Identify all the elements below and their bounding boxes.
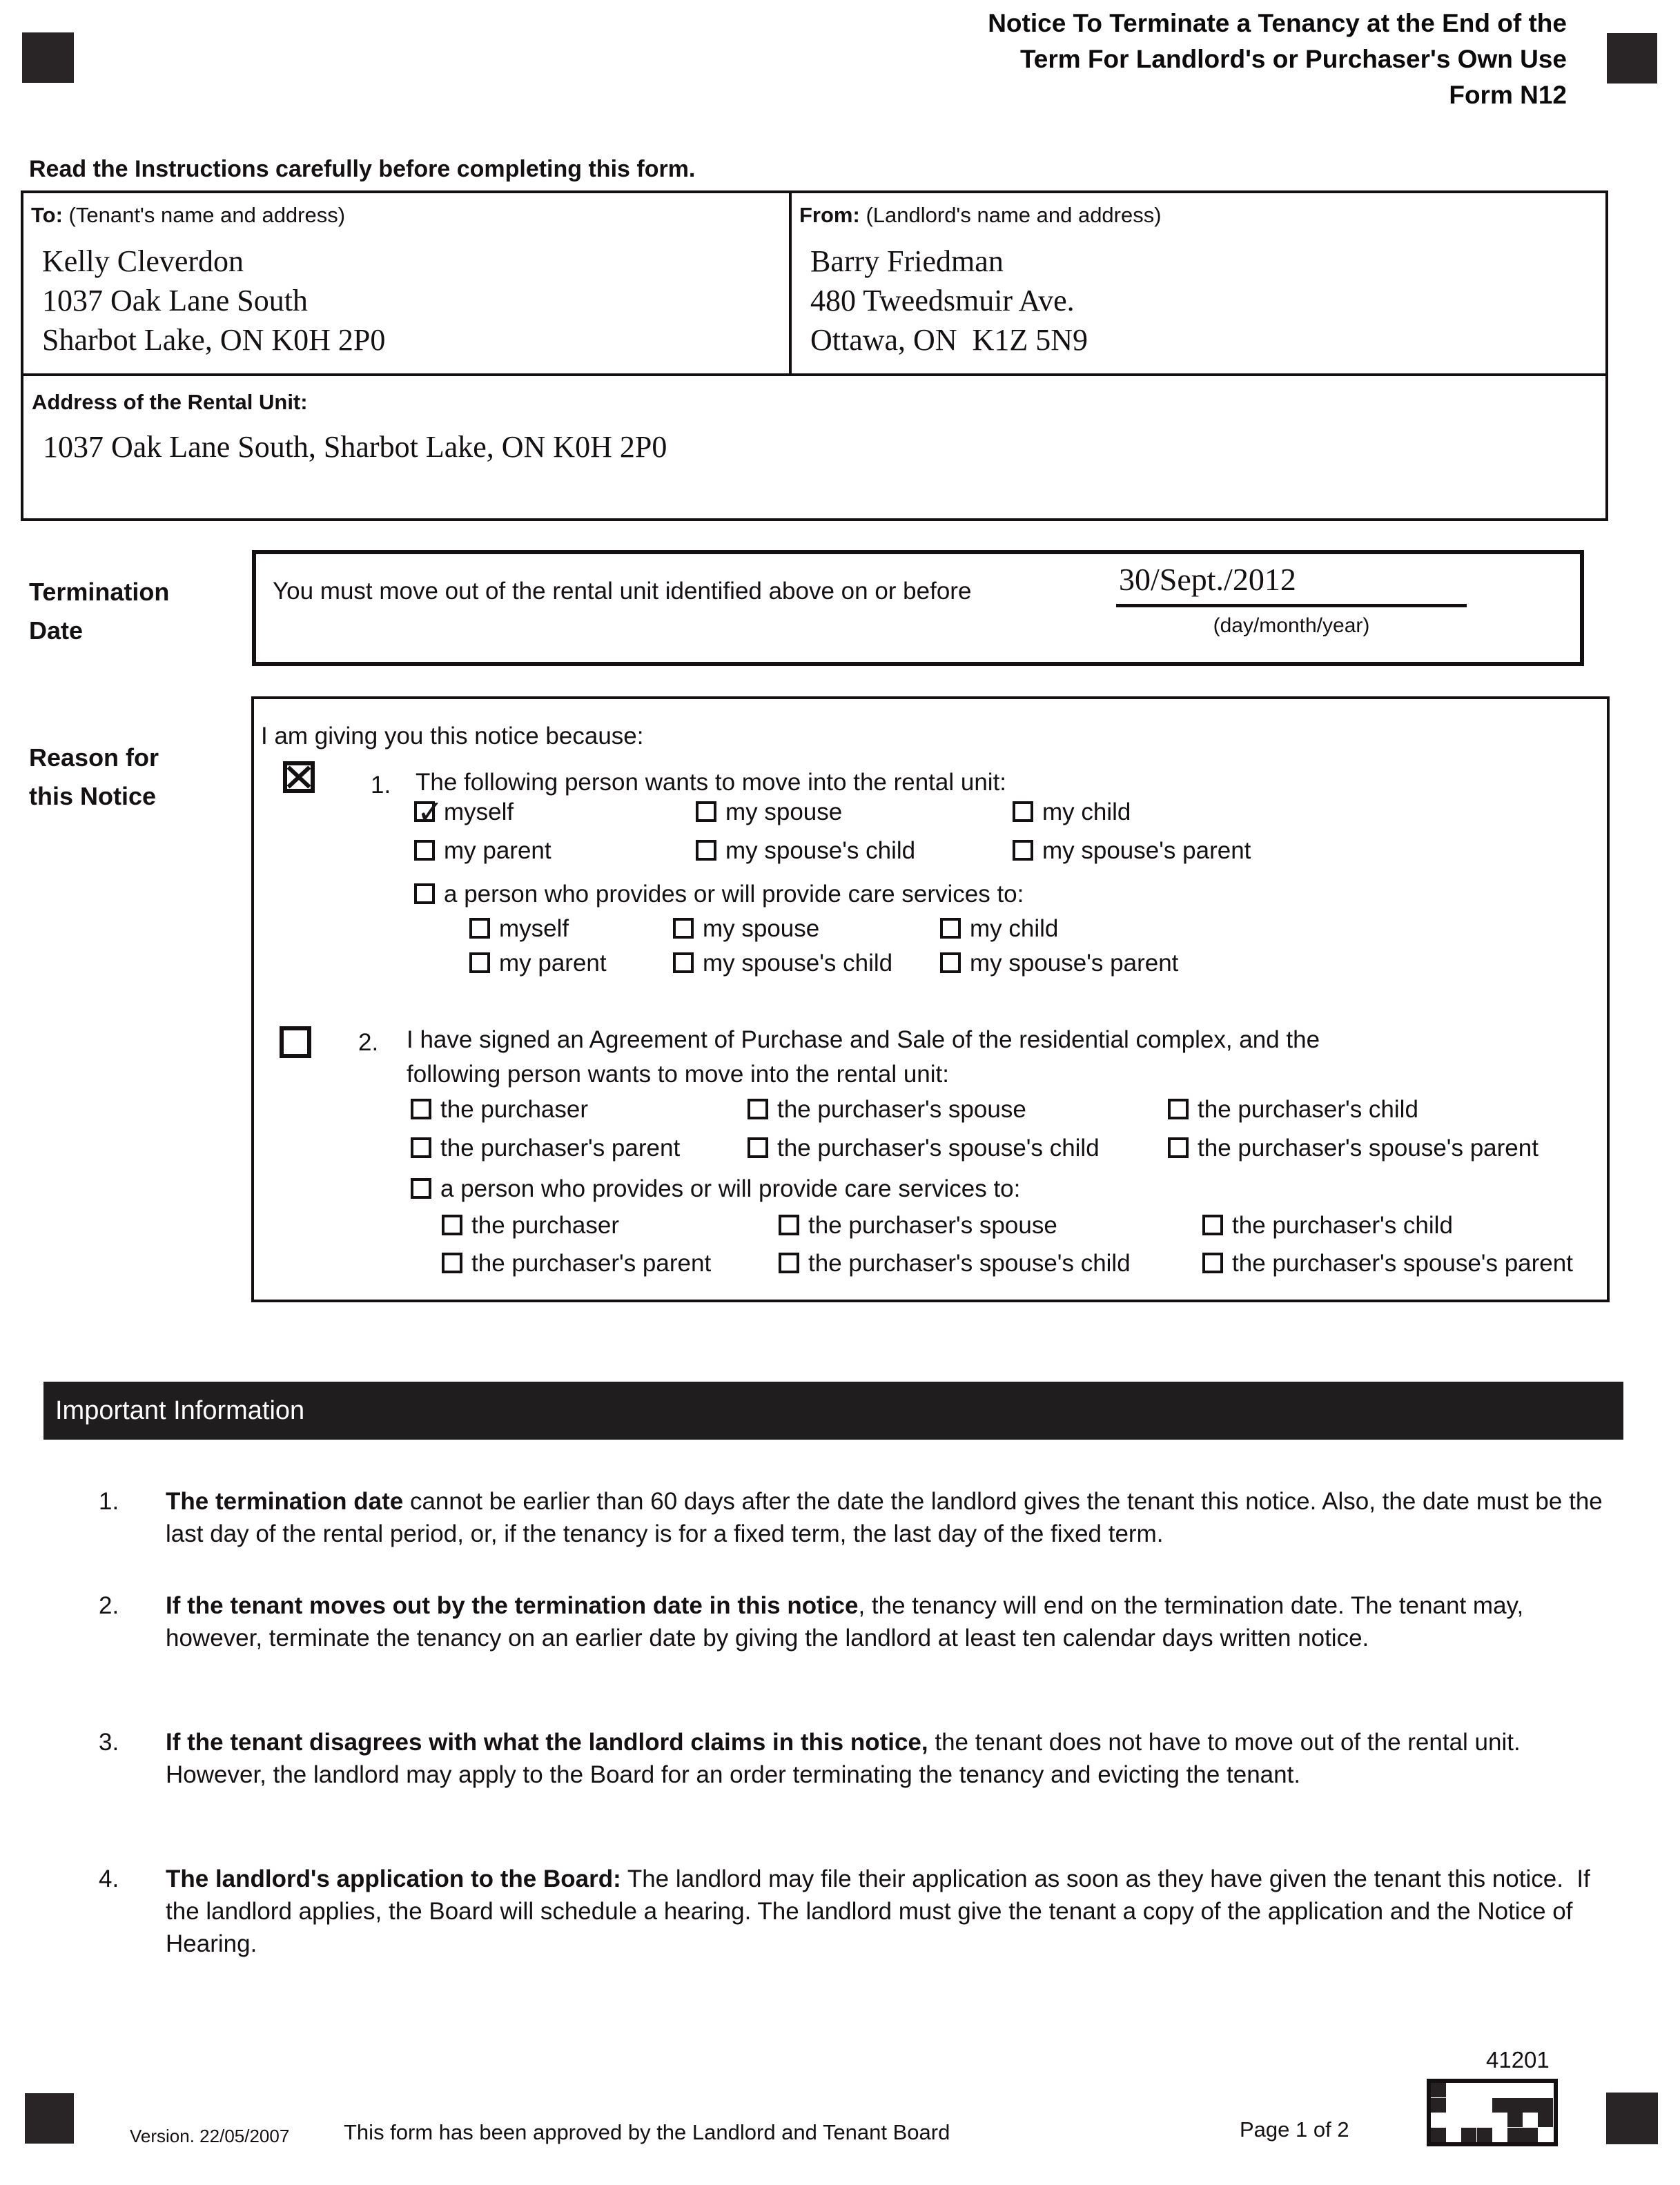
reason-box <box>251 696 1610 1302</box>
parties-row <box>23 193 1605 376</box>
glyph-cell <box>1431 2083 1446 2097</box>
important-information-header: Important Information <box>43 1382 1623 1440</box>
option-care-purchasers-spouses-child[interactable]: the purchaser's spouse's child <box>779 1251 1131 1277</box>
option-care-provider-2[interactable]: a person who provides or will provide care services to: <box>411 1176 1020 1202</box>
to-label: To: <box>31 203 63 227</box>
checkbox-care-my-spouses-child[interactable] <box>673 952 694 973</box>
termination-label-line2: Date <box>29 616 84 645</box>
tenant-city: Sharbot Lake, ON K0H 2P0 <box>42 323 386 357</box>
landlord-name: Barry Friedman <box>810 244 1004 278</box>
checkbox-care-purchasers-spouses-parent[interactable] <box>1202 1253 1223 1273</box>
item-text: The landlord's application to the Board: The landlord may file their application as soon as they have given the tenant this notice. If the landlord applies, the Board will schedule a hearing. The landlord must give the tenant a copy of the application and the Notice of Hearing. <box>166 1865 1590 1957</box>
option-care-my-parent[interactable]: my parent <box>469 950 607 977</box>
important-item-3 <box>99 1726 1610 1791</box>
important-item-2 <box>99 1589 1610 1654</box>
checkbox-my-parent[interactable] <box>414 840 435 861</box>
landlord-name-address-field[interactable] <box>799 242 1598 360</box>
tenant-cell <box>23 193 792 373</box>
item1-text: The following person wants to move into the rental unit: <box>416 769 1007 796</box>
from-label: From: <box>799 203 860 227</box>
checkbox-purchasers-child[interactable] <box>1168 1099 1189 1119</box>
item-number: 2. <box>99 1592 119 1619</box>
important-item-1 <box>99 1485 1610 1550</box>
option-my-parent[interactable]: my parent <box>414 838 551 864</box>
glyph-cell <box>1507 2113 1523 2127</box>
checkbox-purchasers-spouses-child[interactable] <box>748 1137 768 1158</box>
checkbox-care-purchasers-parent[interactable] <box>442 1253 462 1273</box>
glyph-cell <box>1507 2128 1523 2142</box>
option-care-purchasers-spouses-parent[interactable]: the purchaser's spouse's parent <box>1202 1251 1573 1277</box>
checkbox-care-provider-1[interactable] <box>414 883 435 904</box>
version-text: Version. 22/05/2007 <box>130 2126 290 2146</box>
option-care-provider-1[interactable]: a person who provides or will provide care services to: <box>414 881 1024 908</box>
from-hint: (Landlord's name and address) <box>866 203 1162 227</box>
option-my-spouse[interactable]: my spouse <box>696 799 842 825</box>
checkbox-care-the-purchaser[interactable] <box>442 1215 462 1235</box>
registration-mark-bottom-left-icon <box>25 2093 74 2144</box>
glyph-cell <box>1507 2098 1523 2113</box>
option-care-my-child[interactable]: my child <box>940 916 1058 942</box>
option-the-purchaser[interactable]: the purchaser <box>411 1097 588 1123</box>
option-purchasers-spouses-parent[interactable]: the purchaser's spouse's parent <box>1168 1135 1539 1162</box>
glyph-cell <box>1538 2113 1553 2127</box>
form-title-line1: Notice To Terminate a Tenancy at the End of the <box>988 9 1567 37</box>
option-care-my-spouses-parent[interactable]: my spouse's parent <box>940 950 1178 977</box>
from-label-row <box>799 203 1598 228</box>
item2-text-line2: following person wants to move into the rental unit: <box>407 1061 949 1088</box>
reason-label <box>29 738 159 816</box>
option-myself[interactable]: ✓ myself <box>414 799 514 825</box>
checkbox-purchasers-spouse[interactable] <box>748 1099 768 1119</box>
checkbox-care-purchasers-spouses-child[interactable] <box>779 1253 799 1273</box>
checkbox-my-spouses-parent[interactable] <box>1013 840 1033 861</box>
checkbox-care-my-parent[interactable] <box>469 952 490 973</box>
item-text: If the tenant moves out by the termination date in this notice, the tenancy will end on the termination date. The tenant may, however, terminate the tenancy on an earlier date by giving the landlord at least ten calendar days written notice. <box>166 1592 1524 1652</box>
glyph-cell <box>1492 2098 1507 2113</box>
instructions-note: Read the Instructions carefully before completing this form. <box>29 156 696 182</box>
rental-unit-label: Address of the Rental Unit: <box>32 390 308 414</box>
glyph-cell <box>1461 2128 1476 2142</box>
approval-text: This form has been approved by the Landlord and Tenant Board <box>344 2120 950 2144</box>
option-purchasers-spouses-child[interactable]: the purchaser's spouse's child <box>748 1135 1100 1162</box>
reason-item1-checkbox[interactable] <box>283 761 315 793</box>
to-hint: (Tenant's name and address) <box>68 203 346 227</box>
tenant-name: Kelly Cleverdon <box>42 244 244 278</box>
glyph-cell <box>1431 2098 1446 2113</box>
tenant-street: 1037 Oak Lane South <box>42 284 308 317</box>
landlord-street: 480 Tweedsmuir Ave. <box>810 284 1075 317</box>
important-item-4 <box>99 1863 1610 1960</box>
form-title-line2: Term For Landlord's or Purchaser's Own Use <box>1019 45 1567 73</box>
item2-number: 2. <box>358 1029 379 1056</box>
checkbox-purchasers-parent[interactable] <box>411 1137 431 1158</box>
item-number: 3. <box>99 1729 119 1756</box>
reason-label-line1: Reason for <box>29 743 159 772</box>
option-my-spouses-child[interactable]: my spouse's child <box>696 838 915 864</box>
tenant-name-address-field[interactable] <box>31 242 781 360</box>
item-number: 1. <box>99 1488 119 1515</box>
option-care-purchasers-spouse[interactable]: the purchaser's spouse <box>779 1213 1057 1239</box>
registration-mark-top-right-icon <box>1607 33 1657 84</box>
checkbox-care-my-spouse[interactable] <box>673 918 694 939</box>
checkbox-care-my-spouses-parent[interactable] <box>940 952 961 973</box>
checkbox-myself[interactable] <box>414 793 444 830</box>
option-care-myself[interactable]: myself <box>469 916 569 942</box>
option-purchasers-parent[interactable]: the purchaser's parent <box>411 1135 680 1162</box>
glyph-cell <box>1523 2128 1538 2142</box>
checkbox-the-purchaser[interactable] <box>411 1099 431 1119</box>
to-label-row <box>31 203 781 228</box>
checkbox-care-provider-2[interactable] <box>411 1178 431 1199</box>
checkbox-care-purchasers-spouse[interactable] <box>779 1215 799 1235</box>
option-care-my-spouse[interactable]: my spouse <box>673 916 819 942</box>
checkmark-icon: ✓ <box>417 793 444 830</box>
rental-unit-address-field[interactable]: 1037 Oak Lane South, Sharbot Lake, ON K0H 2P0 <box>43 430 667 464</box>
option-care-purchasers-child[interactable]: the purchaser's child <box>1202 1213 1453 1239</box>
registration-mark-bottom-right-icon <box>1606 2093 1658 2144</box>
termination-label-line1: Termination <box>29 578 170 606</box>
termination-date-field[interactable] <box>1116 604 1467 638</box>
checkbox-care-my-child[interactable] <box>940 918 961 939</box>
option-care-my-spouses-child[interactable]: my spouse's child <box>673 950 892 977</box>
form-code: 41201 <box>1486 2047 1550 2073</box>
glyph-cell <box>1523 2098 1538 2113</box>
option-purchasers-spouse[interactable]: the purchaser's spouse <box>748 1097 1026 1123</box>
option-care-the-purchaser[interactable]: the purchaser <box>442 1213 619 1239</box>
item-number: 4. <box>99 1865 119 1892</box>
registration-mark-top-left-icon <box>22 32 74 83</box>
form-number: Form N12 <box>1449 81 1567 109</box>
date-underline <box>1116 604 1467 607</box>
item1-number: 1. <box>371 772 391 798</box>
termination-date-label <box>29 573 169 650</box>
termination-box <box>252 550 1584 666</box>
reason-intro: I am giving you this notice because: <box>261 723 644 749</box>
item-text: If the tenant disagrees with what the landlord claims in this notice, the tenant does not have to move out of the rental unit. However, the landlord may apply to the Board for an order terminating the tenancy and evicting the tenant. <box>166 1729 1521 1788</box>
termination-date-value[interactable]: 30/Sept./2012 <box>1119 562 1296 597</box>
checkbox-care-myself[interactable] <box>469 918 490 939</box>
parties-table <box>21 190 1608 521</box>
date-format-hint: (day/month/year) <box>1213 614 1370 637</box>
form-title <box>414 6 1567 113</box>
option-my-spouses-parent[interactable]: my spouse's parent <box>1013 838 1251 864</box>
landlord-cell <box>792 193 1605 373</box>
page-number: Page 1 of 2 <box>1240 2117 1349 2142</box>
checkbox-my-spouse[interactable] <box>696 801 716 822</box>
checkbox-purchasers-spouses-parent[interactable] <box>1168 1137 1189 1158</box>
glyph-cell <box>1477 2128 1492 2142</box>
reason-label-line2: this Notice <box>29 782 157 810</box>
rental-unit-cell <box>23 376 1605 518</box>
scan-glyph-icon <box>1427 2079 1558 2146</box>
glyph-cell <box>1431 2128 1446 2142</box>
item2-text-line1: I have signed an Agreement of Purchase and Sale of the residential complex, and the <box>407 1026 1320 1053</box>
option-care-purchasers-parent[interactable]: the purchaser's parent <box>442 1251 711 1277</box>
termination-sentence: You must move out of the rental unit identified above on or before <box>273 578 972 605</box>
reason-item2-checkbox[interactable] <box>280 1026 311 1058</box>
landlord-city: Ottawa, ON K1Z 5N9 <box>810 323 1088 357</box>
option-purchasers-child[interactable]: the purchaser's child <box>1168 1097 1418 1123</box>
checkbox-my-spouses-child[interactable] <box>696 840 716 861</box>
item-text: The termination date cannot be earlier than 60 days after the date the landlord gives the tenant this notice. Also, the date must be the last day of the rental period, or, if the tenancy is for a fixed term, the last day of the fixed term. <box>166 1488 1603 1547</box>
checkbox-my-child[interactable] <box>1013 801 1033 822</box>
option-my-child[interactable]: my child <box>1013 799 1131 825</box>
checkbox-care-purchasers-child[interactable] <box>1202 1215 1223 1235</box>
glyph-cell <box>1538 2098 1553 2113</box>
